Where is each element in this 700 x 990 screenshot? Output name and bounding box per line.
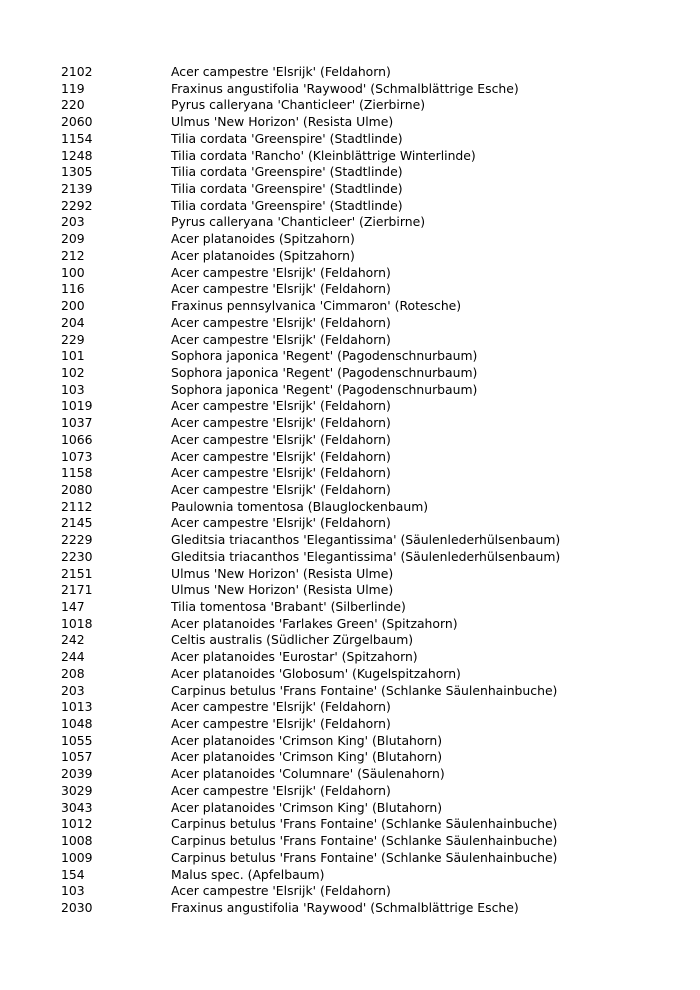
tree-species: Acer platanoides 'Farlakes Green' (Spitzahorn) [171,615,458,631]
tree-species: Carpinus betulus 'Frans Fontaine' (Schlanke Säulenhainbuche) [171,682,558,698]
tree-species: Ulmus 'New Horizon' (Resista Ulme) [171,114,394,130]
tree-number: 2060 [61,114,93,130]
tree-row [61,131,681,148]
tree-row [61,114,681,131]
tree-species: Acer campestre 'Elsrijk' (Feldahorn) [171,782,391,798]
tree-row [61,64,681,81]
tree-species: Acer campestre 'Elsrijk' (Feldahorn) [171,281,391,297]
tree-species: Ulmus 'New Horizon' (Resista Ulme) [171,582,394,598]
tree-row [61,398,681,415]
tree-row [61,449,681,466]
tree-number: 1008 [61,833,93,849]
tree-species: Carpinus betulus 'Frans Fontaine' (Schlanke Säulenhainbuche) [171,816,558,832]
tree-species: Acer campestre 'Elsrijk' (Feldahorn) [171,515,391,531]
tree-number: 2039 [61,766,93,782]
tree-number: 209 [61,231,85,247]
tree-species: Carpinus betulus 'Frans Fontaine' (Schlanke Säulenhainbuche) [171,849,558,865]
tree-species: Gleditsia triacanthos 'Elegantissima' (Säulenlederhülsenbaum) [171,548,561,564]
tree-species: Acer platanoides 'Columnare' (Säulenahorn) [171,766,445,782]
tree-number: 116 [61,281,85,297]
tree-species: Acer platanoides (Spitzahorn) [171,247,355,263]
tree-species: Acer campestre 'Elsrijk' (Feldahorn) [171,64,391,79]
tree-number: 1158 [61,465,93,481]
tree-number: 1037 [61,415,93,431]
tree-row [61,465,681,482]
tree-number: 220 [61,97,85,113]
tree-number: 204 [61,314,85,330]
tree-number: 2102 [61,64,93,79]
tree-row [61,549,681,566]
tree-row [61,81,681,98]
tree-number: 1073 [61,448,93,464]
tree-row [61,683,681,700]
tree-number: 2171 [61,582,93,598]
tree-row [61,97,681,114]
tree-species: Acer campestre 'Elsrijk' (Feldahorn) [171,314,391,330]
tree-number: 1154 [61,130,93,146]
tree-row [61,649,681,666]
tree-species: Sophora japonica 'Regent' (Pagodenschnurbaum) [171,364,478,380]
tree-row [61,833,681,850]
tree-number: 3043 [61,799,93,815]
tree-species: Acer campestre 'Elsrijk' (Feldahorn) [171,448,391,464]
tree-species: Fraxinus angustifolia 'Raywood' (Schmalblättrige Esche) [171,899,519,915]
tree-number: 2229 [61,532,93,548]
tree-row [61,599,681,616]
tree-number: 2151 [61,565,93,581]
tree-species: Tilia cordata 'Greenspire' (Stadtlinde) [171,164,403,180]
tree-row [61,632,681,649]
tree-species: Acer platanoides 'Crimson King' (Blutahorn) [171,732,443,748]
tree-row [61,265,681,282]
tree-row [61,298,681,315]
tree-row [61,332,681,349]
tree-number: 1009 [61,849,93,865]
tree-number: 2080 [61,481,93,497]
tree-species: Tilia cordata 'Greenspire' (Stadtlinde) [171,197,403,213]
tree-number: 2292 [61,197,93,213]
tree-number: 102 [61,364,85,380]
tree-species: Fraxinus pennsylvanica 'Cimmaron' (Rotesche) [171,298,462,314]
tree-number: 1018 [61,615,93,631]
tree-species: Paulownia tomentosa (Blauglockenbaum) [171,498,429,514]
tree-row [61,432,681,449]
tree-number: 2139 [61,181,93,197]
tree-number: 1305 [61,164,93,180]
tree-number: 2030 [61,899,93,915]
tree-number: 1055 [61,732,93,748]
tree-row [61,181,681,198]
tree-species: Tilia cordata 'Greenspire' (Stadtlinde) [171,130,403,146]
tree-list [61,64,681,917]
tree-row [61,699,681,716]
tree-row [61,365,681,382]
tree-species: Acer platanoides (Spitzahorn) [171,231,355,247]
tree-row [61,716,681,733]
tree-number: 101 [61,348,85,364]
tree-number: 203 [61,214,85,230]
tree-row [61,883,681,900]
tree-number: 1057 [61,749,93,765]
tree-species: Acer campestre 'Elsrijk' (Feldahorn) [171,398,391,414]
tree-number: 1048 [61,716,93,732]
tree-row [61,900,681,917]
tree-row [61,164,681,181]
tree-row [61,783,681,800]
tree-row [61,766,681,783]
tree-species: Acer campestre 'Elsrijk' (Feldahorn) [171,331,391,347]
tree-row [61,198,681,215]
tree-species: Acer campestre 'Elsrijk' (Feldahorn) [171,883,391,899]
tree-row [61,800,681,817]
tree-number: 1066 [61,431,93,447]
tree-number: 212 [61,247,85,263]
tree-number: 103 [61,381,85,397]
tree-species: Sophora japonica 'Regent' (Pagodenschnurbaum) [171,381,478,397]
tree-number: 229 [61,331,85,347]
tree-number: 2112 [61,498,93,514]
tree-species: Acer campestre 'Elsrijk' (Feldahorn) [171,431,391,447]
tree-species: Acer platanoides 'Crimson King' (Blutahorn) [171,749,443,765]
tree-species: Sophora japonica 'Regent' (Pagodenschnurbaum) [171,348,478,364]
tree-row [61,482,681,499]
tree-number: 242 [61,632,85,648]
tree-row [61,867,681,884]
tree-number: 154 [61,866,85,882]
tree-row [61,733,681,750]
tree-number: 203 [61,682,85,698]
tree-row [61,816,681,833]
tree-row [61,348,681,365]
tree-row [61,499,681,516]
tree-number: 200 [61,298,85,314]
tree-species: Acer platanoides 'Globosum' (Kugelspitzahorn) [171,665,461,681]
tree-number: 208 [61,665,85,681]
tree-number: 100 [61,264,85,280]
tree-species: Acer platanoides 'Eurostar' (Spitzahorn) [171,649,418,665]
tree-species: Fraxinus angustifolia 'Raywood' (Schmalblättrige Esche) [171,80,519,96]
tree-row [61,382,681,399]
tree-number: 103 [61,883,85,899]
tree-row [61,148,681,165]
tree-species: Acer platanoides 'Crimson King' (Blutahorn) [171,799,443,815]
tree-row [61,415,681,432]
tree-row [61,666,681,683]
tree-row [61,315,681,332]
tree-species: Tilia tomentosa 'Brabant' (Silberlinde) [171,599,406,614]
tree-row [61,281,681,298]
tree-row [61,616,681,633]
tree-row [61,850,681,867]
tree-species: Acer campestre 'Elsrijk' (Feldahorn) [171,465,391,481]
tree-number: 147 [61,599,85,614]
tree-row [61,532,681,549]
tree-species: Celtis australis (Südlicher Zürgelbaum) [171,632,414,648]
tree-row [61,582,681,599]
tree-species: Gleditsia triacanthos 'Elegantissima' (Säulenlederhülsenbaum) [171,532,561,548]
tree-species: Acer campestre 'Elsrijk' (Feldahorn) [171,716,391,732]
tree-row [61,749,681,766]
tree-number: 244 [61,649,85,665]
tree-row [61,248,681,265]
tree-number: 1248 [61,147,93,163]
tree-species: Tilia cordata 'Greenspire' (Stadtlinde) [171,181,403,197]
tree-row [61,566,681,583]
tree-number: 2230 [61,548,93,564]
tree-number: 119 [61,80,85,96]
tree-number: 1012 [61,816,93,832]
tree-species: Acer campestre 'Elsrijk' (Feldahorn) [171,415,391,431]
tree-row [61,515,681,532]
tree-species: Acer campestre 'Elsrijk' (Feldahorn) [171,264,391,280]
tree-species: Acer campestre 'Elsrijk' (Feldahorn) [171,481,391,497]
tree-species: Malus spec. (Apfelbaum) [171,866,325,882]
tree-number: 1019 [61,398,93,414]
tree-number: 1013 [61,699,93,715]
tree-species: Carpinus betulus 'Frans Fontaine' (Schlanke Säulenhainbuche) [171,833,558,849]
tree-number: 2145 [61,515,93,531]
tree-row [61,214,681,231]
tree-species: Pyrus calleryana 'Chanticleer' (Zierbirne) [171,214,426,230]
tree-species: Acer campestre 'Elsrijk' (Feldahorn) [171,699,391,715]
tree-row [61,231,681,248]
tree-species: Tilia cordata 'Rancho' (Kleinblättrige Winterlinde) [171,147,476,163]
tree-species: Pyrus calleryana 'Chanticleer' (Zierbirne) [171,97,426,113]
tree-species: Ulmus 'New Horizon' (Resista Ulme) [171,565,394,581]
tree-number: 3029 [61,782,93,798]
